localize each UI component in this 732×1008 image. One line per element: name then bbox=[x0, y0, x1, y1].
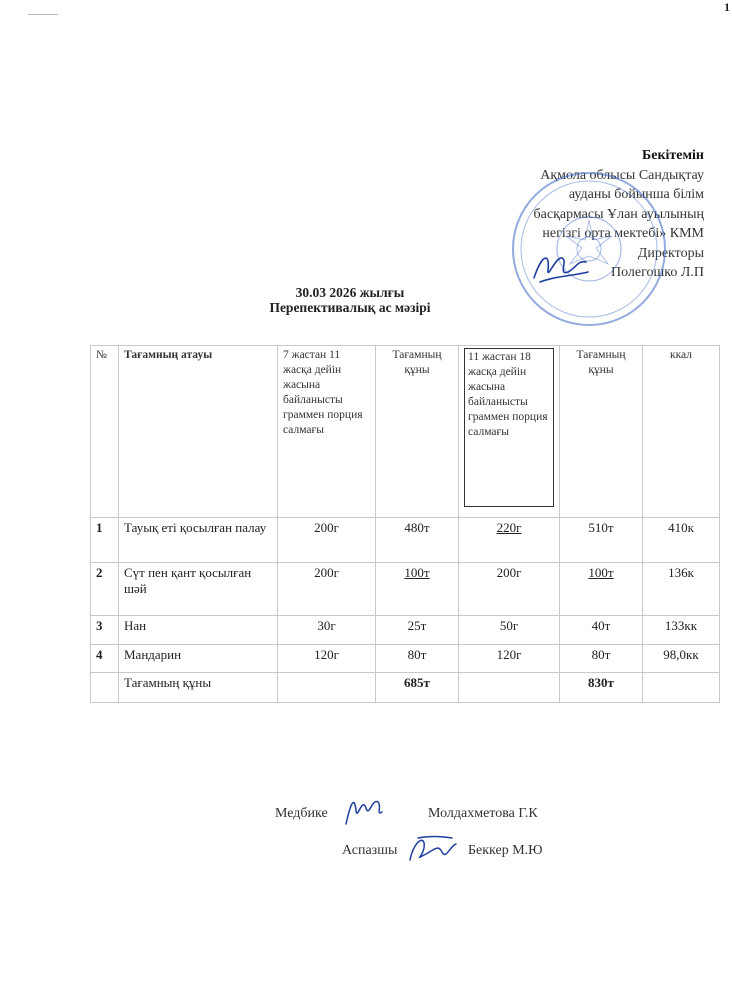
row-name: Сүт пен қант қосылған шәй bbox=[119, 563, 278, 616]
menu-title: Перепективалық ас мәзірі bbox=[269, 300, 431, 315]
nurse-signature bbox=[342, 788, 386, 832]
header-portion-7-11: 7 жастан 11 жасқа дейін жасына байланысты граммен порция салмағы bbox=[278, 346, 376, 518]
approval-title: Бекітемін bbox=[641, 148, 704, 163]
approval-line: негізгі орта мектебі» КММ bbox=[542, 226, 704, 241]
total-empty bbox=[278, 673, 376, 703]
row-portion-7-11: 120г bbox=[278, 645, 376, 673]
table-row bbox=[91, 616, 720, 645]
row-num: 4 bbox=[91, 645, 119, 673]
approval-line: Директоры bbox=[637, 245, 704, 261]
row-name: Тауық еті қосылған палау bbox=[119, 518, 278, 563]
row-num: 3 bbox=[91, 616, 119, 645]
row-kcal: 98,0кк bbox=[643, 645, 720, 673]
total-label: Тағамның құны bbox=[119, 673, 278, 703]
header-num: № bbox=[91, 346, 119, 518]
row-portion-11-18: 200г bbox=[459, 563, 560, 616]
menu-date: 30.03 2026 жылғы bbox=[295, 285, 405, 300]
row-price-1: 80т bbox=[376, 645, 459, 673]
table-row bbox=[91, 518, 720, 563]
cook-name: Беккер М.Ю bbox=[468, 843, 543, 858]
row-price-2: 40т bbox=[560, 616, 643, 645]
row-kcal: 133кк bbox=[643, 616, 720, 645]
row-portion-7-11: 30г bbox=[278, 616, 376, 645]
row-name: Нан bbox=[119, 616, 278, 645]
total-num bbox=[91, 673, 119, 703]
row-price-2: 510т bbox=[560, 518, 643, 563]
approval-line: ауданы бойынша білім bbox=[568, 187, 704, 202]
header-price-1: Тағамның құны bbox=[376, 346, 459, 518]
header-kcal: ккал bbox=[643, 346, 720, 518]
row-price-1: 100т bbox=[376, 563, 459, 616]
row-price-1: 25т bbox=[376, 616, 459, 645]
table-header-row bbox=[91, 346, 720, 518]
total-row bbox=[91, 673, 720, 703]
row-portion-11-18: 120г bbox=[459, 645, 560, 673]
approval-line: Ақмола облысы Сандықтау bbox=[540, 167, 704, 183]
approval-line: Полегошко Л.П bbox=[611, 265, 704, 280]
nurse-name: Молдахметова Г.К bbox=[428, 806, 538, 821]
header-portion-11-18-cell bbox=[459, 346, 560, 518]
row-portion-11-18: 50г bbox=[459, 616, 560, 645]
row-portion-7-11: 200г bbox=[278, 563, 376, 616]
row-kcal: 136к bbox=[643, 563, 720, 616]
cook-role: Аспазшы bbox=[342, 843, 398, 858]
table-row bbox=[91, 563, 720, 616]
total-price-1: 685т bbox=[376, 673, 459, 703]
header-name: Тағамның атауы bbox=[119, 346, 278, 518]
total-empty bbox=[643, 673, 720, 703]
row-portion-11-18: 220г bbox=[459, 518, 560, 563]
approval-line: басқармасы Ұлан ауылының bbox=[533, 206, 704, 222]
row-portion-7-11: 200г bbox=[278, 518, 376, 563]
nurse-role: Медбике bbox=[275, 806, 328, 821]
row-num: 2 bbox=[91, 563, 119, 616]
total-price-2: 830т bbox=[560, 673, 643, 703]
menu-table bbox=[90, 345, 720, 703]
header-portion-11-18: 11 жастан 18 жасқа дейін жасына байланысты граммен порция салмағы bbox=[464, 348, 554, 507]
director-signature bbox=[528, 246, 590, 290]
page-number: 1 bbox=[724, 0, 730, 14]
row-num: 1 bbox=[91, 518, 119, 563]
row-kcal: 410к bbox=[643, 518, 720, 563]
row-price-1: 480т bbox=[376, 518, 459, 563]
row-price-2: 80т bbox=[560, 645, 643, 673]
header-price-2: Тағамның құны bbox=[560, 346, 643, 518]
scan-mark bbox=[28, 14, 58, 15]
cook-signature bbox=[404, 830, 460, 870]
table-row bbox=[91, 645, 720, 673]
row-price-2: 100т bbox=[560, 563, 643, 616]
row-name: Мандарин bbox=[119, 645, 278, 673]
total-empty bbox=[459, 673, 560, 703]
